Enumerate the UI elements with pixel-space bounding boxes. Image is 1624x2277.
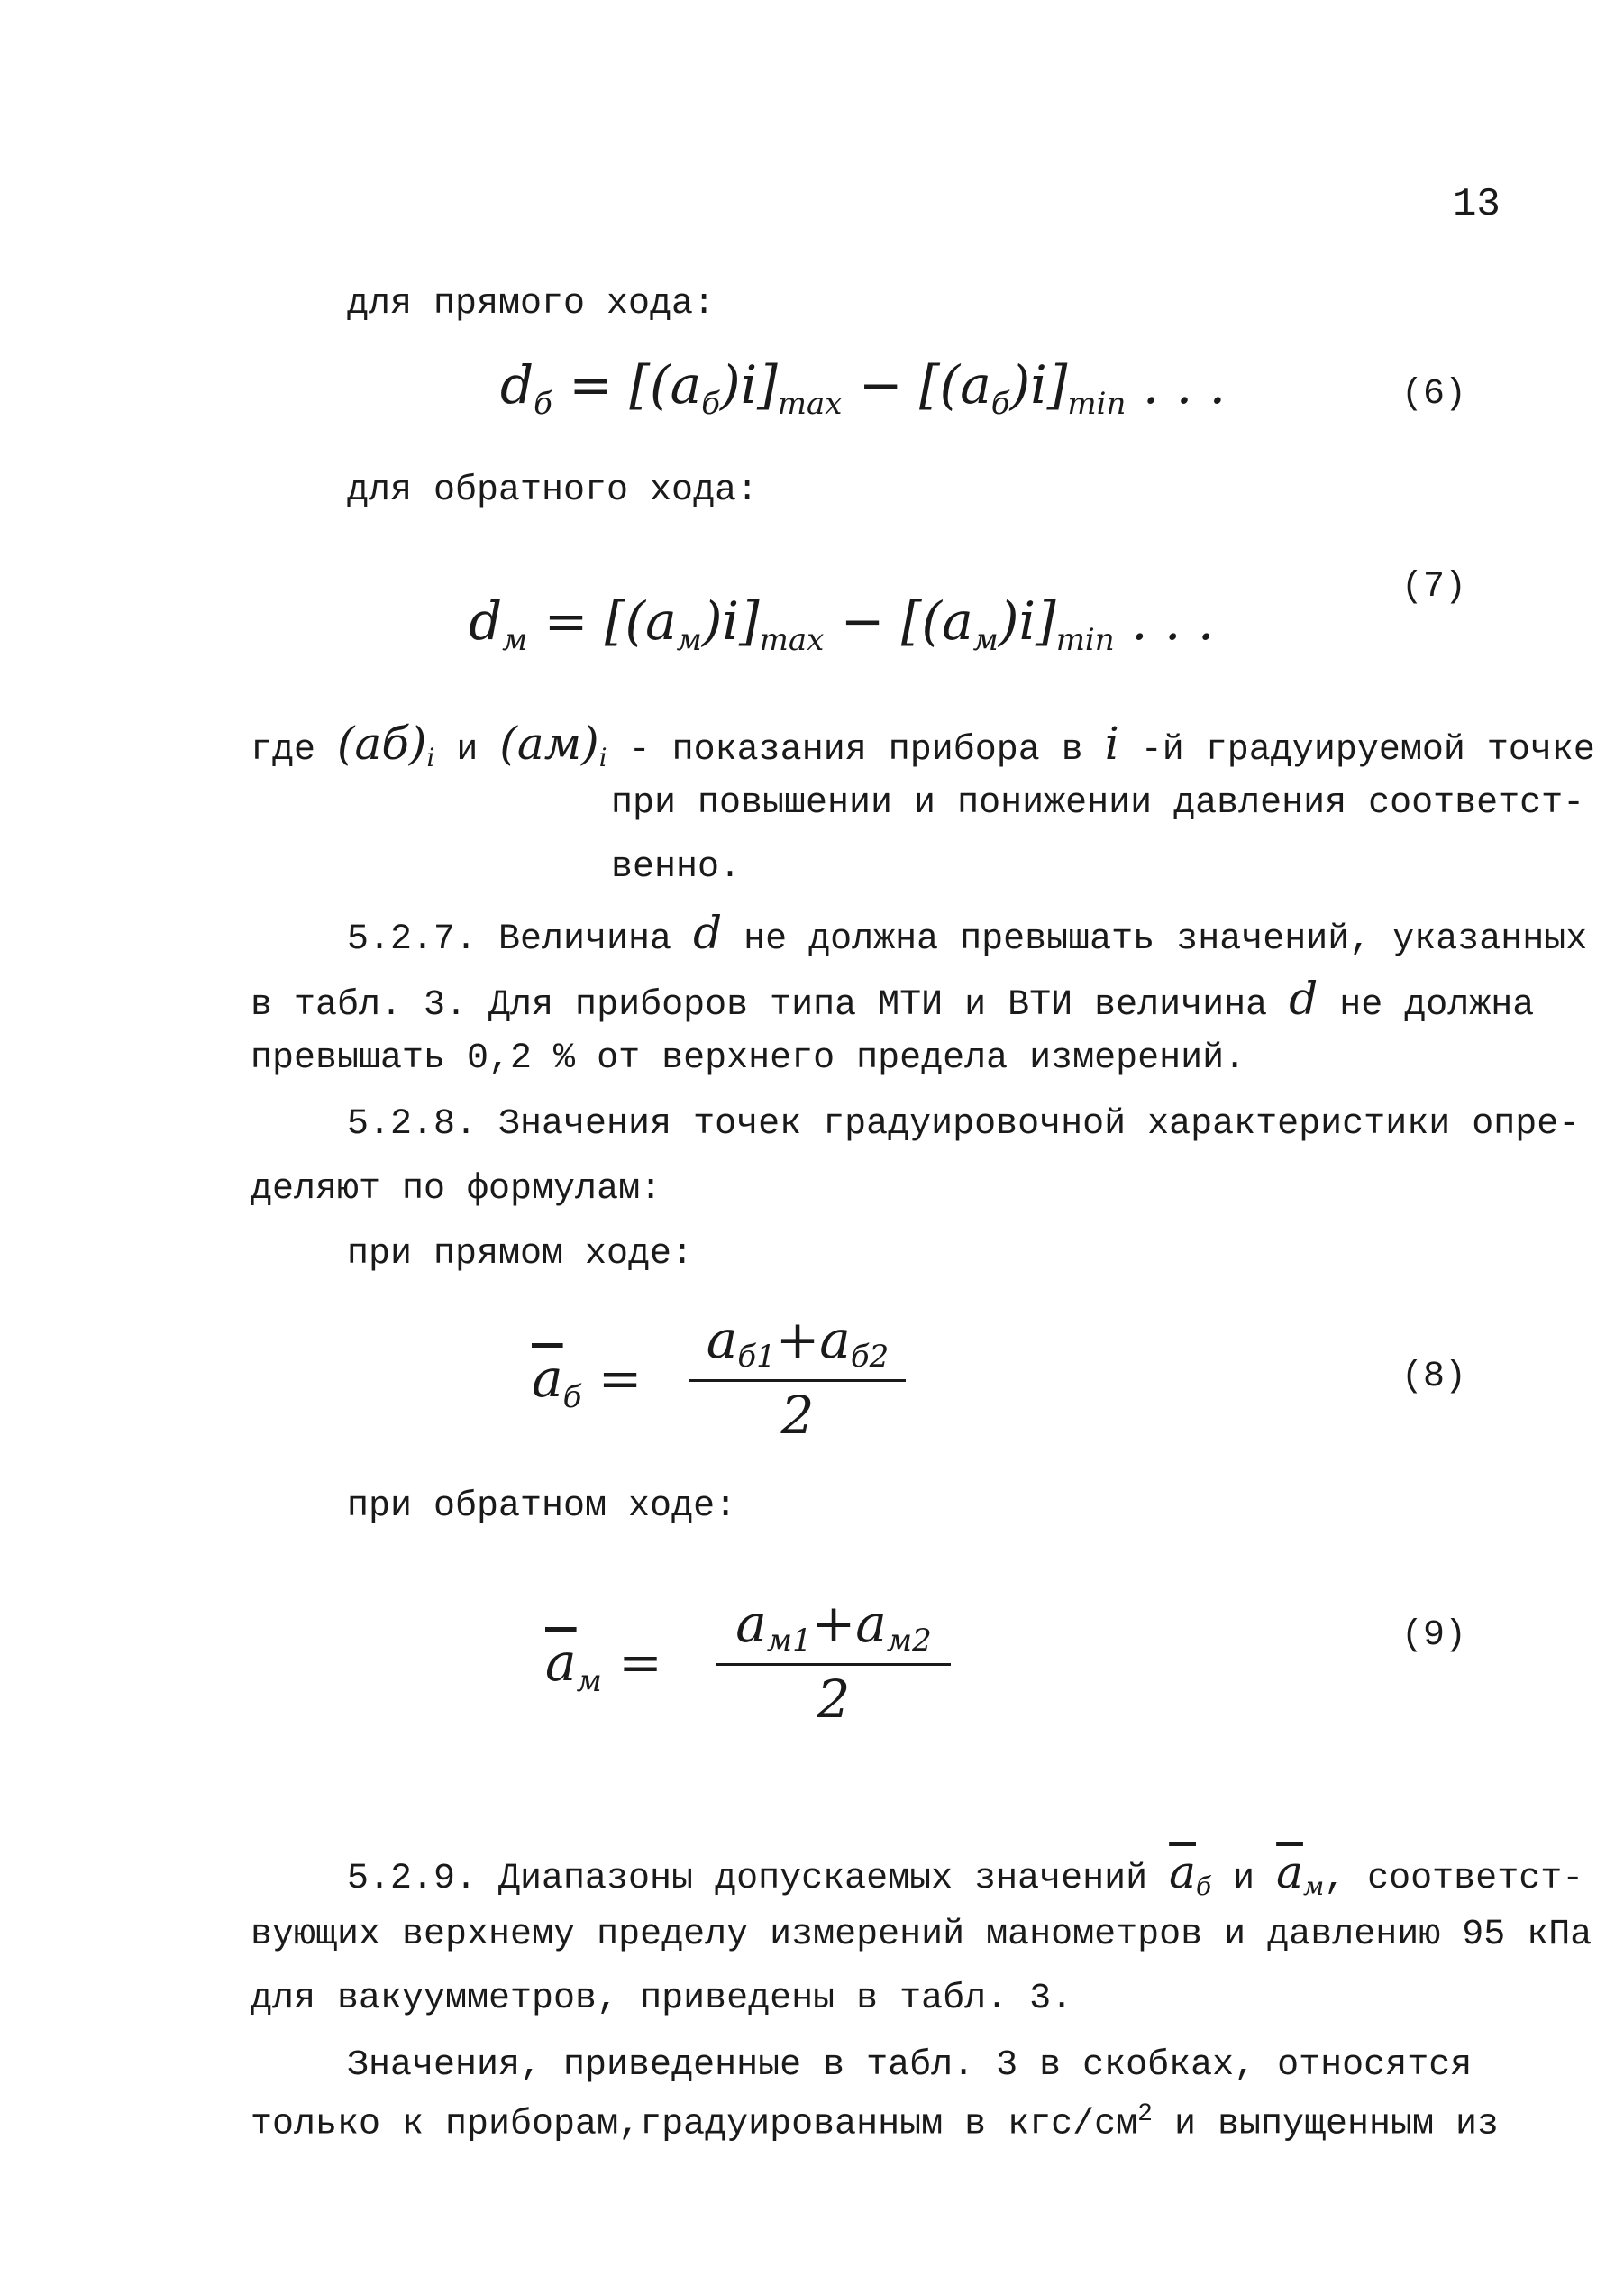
equation-6-number: (6) (1401, 374, 1467, 415)
where-i-symbol: i (1104, 718, 1119, 770)
p529-line-2: вующих верхнему пределу измерений манометров и давлению 95 кПа (251, 1915, 1592, 1955)
eq8-equals: = (598, 1348, 643, 1409)
label-reverse-stroke: для обратного хода: (347, 471, 759, 511)
equation-7 (469, 590, 1215, 658)
p529-sym-forward (1169, 1846, 1212, 1901)
eq6-sub-a: б (701, 386, 720, 422)
p529-s1: $\overline{a}$ (1169, 1846, 1196, 1898)
p-values-sup: 2 (1137, 2100, 1153, 2128)
p528-line-2: деляют по формулам: (251, 1169, 662, 1210)
eq7-bracket-b: )i] (998, 590, 1056, 652)
eq6-lhs-sub: б (534, 386, 552, 422)
equation-7-number: (7) (1401, 567, 1467, 608)
eq7-lhs-sub: м (502, 622, 528, 658)
eq9-lhs-sub: м (576, 1663, 602, 1699)
where-line-1 (251, 718, 1595, 773)
where-sym2: (aм) (499, 718, 599, 770)
equation-6 (500, 354, 1227, 422)
eq7-min: min (1055, 622, 1115, 658)
eq8-lhs-a: $\overline{a}$ (532, 1348, 563, 1409)
where-sym1-sub: i (426, 743, 435, 773)
eq8-num-sub2: б2 (850, 1339, 890, 1375)
p529-l1a: 5.2.9. Диапазоны допускаемых значений (347, 1859, 1148, 1899)
where-dash-text: - показания прибора в (628, 730, 1083, 771)
eq9-num-sub2: м2 (886, 1623, 932, 1659)
where-gde: где (251, 730, 316, 771)
where-sym-forward (337, 718, 435, 773)
eq8-lhs-sub: б (562, 1379, 582, 1415)
p527-d-symbol-1: d (693, 907, 723, 959)
eq6-max: max (777, 386, 843, 422)
label-forward-stroke-2: при прямом ходе: (347, 1234, 694, 1275)
p529-line-1 (347, 1846, 1584, 1901)
p-values-line-2 (251, 2102, 1499, 2143)
page-number: 13 (1453, 182, 1501, 227)
eq9-lhs-a: $\overline{a}$ (545, 1632, 577, 1693)
p527-l2a: в табл. 3. Для приборов типа МТИ и ВТИ величина (251, 985, 1268, 1026)
eq7-dots: . . . (1114, 590, 1215, 652)
label-forward-stroke: для прямого хода: (347, 284, 716, 325)
p527-line-3: превышать 0,2 % от верхнего предела измерений. (251, 1038, 1246, 1079)
p529-s2-sub: м (1302, 1871, 1325, 1901)
eq8-denominator: 2 (780, 1385, 815, 1447)
p528-line-1: 5.2.8. Значения точек градуировочной характеристики опре- (347, 1104, 1581, 1145)
eq6-sub-b: б (990, 386, 1010, 422)
equation-9-number: (9) (1401, 1615, 1467, 1656)
eq6-bracket-b: )i] (1009, 354, 1068, 416)
eq6-min: min (1067, 386, 1127, 422)
p527-d-symbol-2: d (1289, 973, 1318, 1025)
p527-l2b: не должна (1339, 985, 1535, 1026)
where-rest: -й градуируемой точке (1140, 730, 1595, 771)
p-values-line-1: Значения, приведенные в табл. 3 в скобках, относятся (347, 2045, 1473, 2086)
p527-l1a: 5.2.7. Величина (347, 919, 672, 960)
eq7-lhs: d (469, 590, 503, 652)
eq8-num-sub1: б1 (737, 1339, 776, 1375)
eq7-minus: − [(a (824, 590, 973, 652)
p-values-l2b: и выпущенным из (1152, 2104, 1500, 2145)
where-sym-reverse (499, 718, 607, 773)
p529-s2: $\overline{a}$ (1276, 1846, 1303, 1898)
p527-l1b: не должна превышать значений, указанных (744, 919, 1588, 960)
eq6-rhs: = [(a (569, 354, 702, 416)
eq9-equals: = (618, 1632, 662, 1693)
eq7-max: max (759, 622, 825, 658)
where-line-2: при повышении и понижении давления соответст- (611, 783, 1585, 824)
eq6-minus: − [(a (842, 354, 991, 416)
p527-line-1 (347, 907, 1588, 960)
label-reverse-stroke-2: при обратном ходе: (347, 1486, 737, 1527)
where-line-3: венно. (611, 847, 742, 888)
eq6-dots: . . . (1126, 354, 1227, 416)
p529-l1b: , соответст- (1324, 1859, 1584, 1899)
eq7-sub-b: м (972, 622, 999, 658)
p529-s1-sub: б (1195, 1871, 1212, 1901)
eq8-num-plus: +a (775, 1309, 851, 1370)
p529-and: и (1233, 1859, 1255, 1899)
where-sym2-sub: i (598, 743, 607, 773)
p529-line-3: для вакуумметров, приведены в табл. 3. (251, 1979, 1073, 2019)
eq9-numerator (716, 1593, 951, 1659)
p527-line-2 (251, 973, 1535, 1026)
eq9-num-a: a (735, 1593, 767, 1654)
p529-sym-reverse (1276, 1846, 1325, 1901)
eq6-bracket-a: )i] (719, 354, 778, 416)
eq8-fraction-bar (689, 1379, 906, 1382)
eq7-rhs: = [(a (543, 590, 677, 652)
p-values-l2a: только к приборам,градуированным в кгс/см (251, 2104, 1138, 2145)
equation-8-fraction (689, 1309, 906, 1447)
where-sym1: (aб) (337, 718, 427, 770)
eq9-denominator: 2 (817, 1669, 851, 1731)
eq9-num-sub1: м1 (766, 1623, 812, 1659)
eq6-lhs: d (500, 354, 534, 416)
equation-9-lhs (545, 1632, 662, 1699)
eq7-bracket-a: )i] (701, 590, 760, 652)
eq7-sub-a: м (676, 622, 702, 658)
eq9-fraction-bar (716, 1663, 951, 1666)
equation-8-lhs (532, 1348, 643, 1415)
eq8-numerator (689, 1309, 906, 1375)
eq9-num-plus: +a (811, 1593, 887, 1654)
where-and: и (456, 730, 479, 771)
equation-9-fraction (716, 1593, 951, 1731)
equation-8-number: (8) (1401, 1357, 1467, 1397)
eq8-num-a: a (706, 1309, 738, 1370)
